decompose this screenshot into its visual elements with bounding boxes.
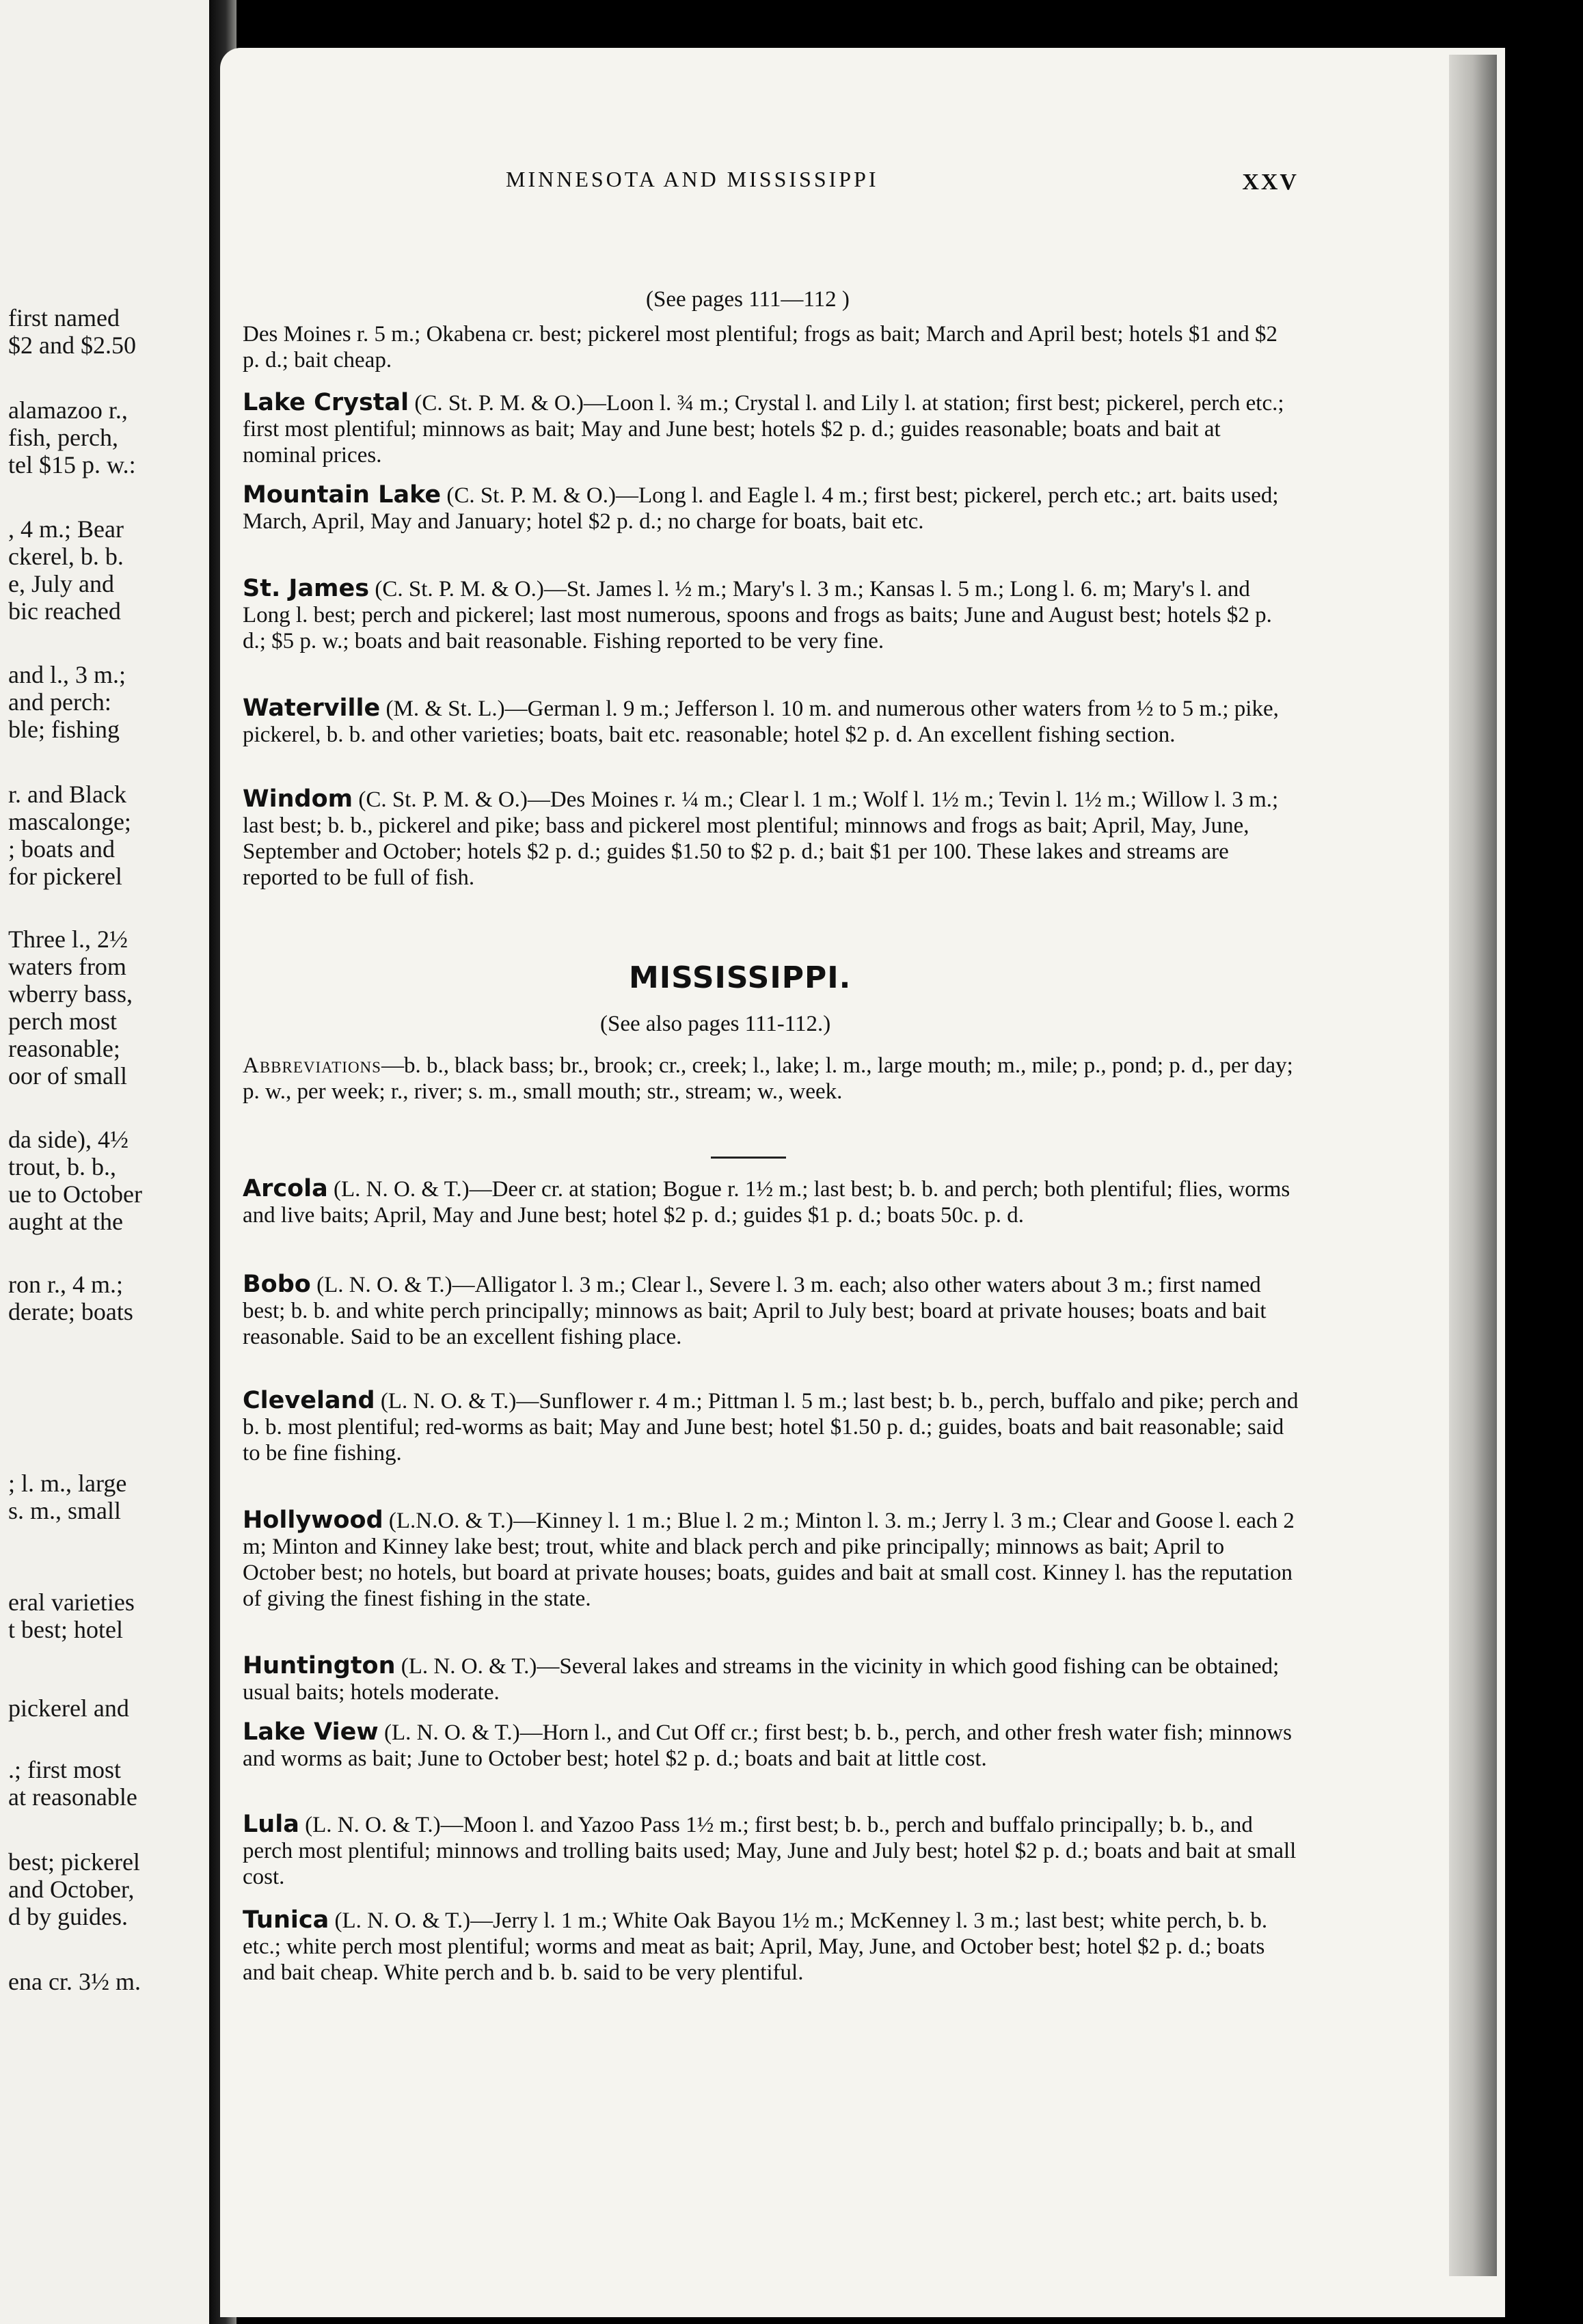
entry-hollywood	[243, 1507, 1299, 1612]
left-fragment: for pickerel	[8, 863, 122, 890]
left-fragment: eral varieties	[8, 1589, 135, 1616]
left-fragment: s. m., small	[8, 1497, 122, 1524]
left-fragment: first named	[8, 304, 120, 332]
left-fragment: e, July and	[8, 570, 114, 597]
entry-arcola	[243, 1176, 1299, 1228]
left-fragment: fish, perch,	[8, 424, 118, 451]
entry-text: (C. St. P. M. & O.)—Des Moines r. ¼ m.; Clear l. 1 m.; Wolf l. 1½ m.; Tevin l. 1½ m.; Willow l. 3 m.; last best; b. b., pickerel and pike; bass and pickerel most plentiful; minnows and frogs as bait; April, May, June, September and October; hotels $2 p. d.; guides $1.50 to $2 p. d.; bait $1 per 100. These lakes and streams are reported to be full of fish.	[243, 787, 1279, 890]
entry-name: Lula	[243, 1811, 299, 1838]
entry-text: (L. N. O. & T.)—Horn l., and Cut Off cr.; first best; b. b., perch, and other fresh water fish; minnows and worms as bait; June to October best; hotel $2 p. d.; boats and bait at little cost.	[243, 1720, 1292, 1771]
entry-text: (L. N. O. & T.)—Moon l. and Yazoo Pass 1½ m.; first best; b. b., perch and buffalo principally; b. b., and perch most plentiful; minnows and trolling baits used; May, June and July best; hotel $2 p. d.; boats and bait at small cost.	[243, 1813, 1297, 1889]
entry-tunica	[243, 1907, 1299, 1986]
entry-text: (L. N. O. & T.)—Deer cr. at station; Bogue r. 1½ m.; last best; b. b. and perch; both plentiful; flies, worms and live baits; April, May and June best; hotel $2 p. d.; guides $1 p. d.; boats 50c. p. d.	[243, 1177, 1290, 1228]
left-fragment: tel $15 p. w.:	[8, 451, 136, 478]
entry-name: Lake View	[243, 1718, 379, 1746]
see-pages-note: (See also pages 111-112.)	[600, 1012, 831, 1036]
entry-text: (L.N.O. & T.)—Kinney l. 1 m.; Blue l. 2 m.; Minton l. 3. m.; Jerry l. 3 m.; Clear and Goose l. each 2 m; Minton and Kinney lake best; trout, white and black perch and pike principally; minnows as bait; April to October best; no hotels, but board at private houses; boats, guides and bait at small cost. Kinney l. has the reputation of giving the finest fishing in the state.	[243, 1509, 1295, 1611]
left-fragment: trout, b. b.,	[8, 1153, 116, 1180]
entry-text: (M. & St. L.)—German l. 9 m.; Jefferson l. 10 m. and numerous other waters from ½ to 5 m.; pike, pickerel, b. b. and other varieties; boats, bait etc. reasonable; hotel $2 p. d. An excellent fishing section.	[243, 697, 1279, 747]
entry-huntington	[243, 1653, 1299, 1705]
see-pages-note: (See pages 111—112 )	[646, 287, 850, 312]
left-fragment: ; boats and	[8, 835, 115, 863]
entry-name: Tunica	[243, 1906, 329, 1934]
abbreviations-label: Abbreviations	[243, 1053, 381, 1078]
entry-name: Cleveland	[243, 1387, 375, 1414]
left-fragment: reasonable;	[8, 1035, 120, 1062]
entry-name: Hollywood	[243, 1506, 383, 1534]
left-fragment: d by guides.	[8, 1903, 128, 1930]
left-fragment: mascalonge;	[8, 808, 131, 835]
left-fragment: ble; fishing	[8, 716, 120, 743]
entry-lake-crystal	[243, 390, 1299, 468]
left-fragment: oor of small	[8, 1062, 127, 1090]
entry-text: (C. St. P. M. & O.)—Long l. and Eagle l. 4 m.; first best; pickerel, perch etc.; art. baits used; March, April, May and January; hotel $2 p. d.; no charge for boats, bait etc.	[243, 483, 1279, 534]
left-fragment: at reasonable	[8, 1783, 137, 1811]
entry-name: Lake Crystal	[243, 389, 409, 416]
entry-name: Arcola	[243, 1175, 328, 1202]
left-fragment: aught at the	[8, 1208, 123, 1235]
entry-name: Windom	[243, 785, 353, 813]
entry-st-james	[243, 576, 1299, 654]
entry-name: Mountain Lake	[243, 481, 442, 509]
page-number: XXV	[1242, 170, 1299, 195]
entry-windom	[243, 786, 1299, 891]
left-fragment: Three l., 2½	[8, 925, 128, 953]
left-fragment: ckerel, b. b.	[8, 543, 124, 570]
left-fragment: alamazoo r.,	[8, 396, 128, 424]
entry-mountain-lake	[243, 482, 1299, 535]
entry-continuation: Des Moines r. 5 m.; Okabena cr. best; pickerel most plentiful; frogs as bait; March and April best; hotels $1 and $2 p. d.; bait cheap.	[243, 322, 1278, 373]
left-fragment: and l., 3 m.;	[8, 661, 126, 688]
left-fragment: , 4 m.; Bear	[8, 515, 124, 543]
left-fragment: derate; boats	[8, 1298, 133, 1325]
entry-text: (L. N. O. & T.)—Jerry l. 1 m.; White Oak Bayou 1½ m.; McKenney l. 3 m.; last best; white perch, b. b. etc.; white perch most plentiful; worms and meat as bait; April, May, June, and October best; hotel $2 p. d.; boats and bait cheap. White perch and b. b. said to be very plentiful.	[243, 1908, 1268, 1985]
page-edge	[1449, 55, 1497, 2276]
running-head-title: MINNESOTA AND MISSISSIPPI	[506, 167, 879, 191]
left-fragment: best; pickerel	[8, 1848, 140, 1876]
entry-lake-view	[243, 1719, 1299, 1772]
left-fragment: bic reached	[8, 597, 121, 625]
left-fragment: r. and Black	[8, 781, 126, 808]
left-fragment: ; l. m., large	[8, 1470, 127, 1497]
left-fragment: ue to October	[8, 1180, 142, 1208]
left-fragment: ena cr. 3½ m.	[8, 1968, 141, 1995]
left-fragment: waters from	[8, 953, 126, 980]
entry-lula	[243, 1811, 1299, 1890]
left-fragment: $2 and $2.50	[8, 332, 136, 359]
entry-cleveland	[243, 1388, 1299, 1466]
entry-text: (C. St. P. M. & O.)—Loon l. ¾ m.; Crystal l. and Lily l. at station; first best; pickerel, perch etc.; first most plentiful; minnows as bait; May and June best; hotels $2 p. d.; guides reasonable; boats and bait at nominal prices.	[243, 391, 1284, 468]
left-fragment: .; first most	[8, 1756, 122, 1783]
entry-name: Waterville	[243, 694, 381, 722]
entry-text: (C. St. P. M. & O.)—St. James l. ½ m.; Mary's l. 3 m.; Kansas l. 5 m.; Long l. 6. m; Mary's l. and Long l. best; perch and pickerel; last most numerous, spoons and frogs as baits; June and August best; hotels $2 p. d.; $5 p. w.; boats and bait reasonable. Fishing reported to be very fine.	[243, 577, 1272, 653]
abbreviations-text: —b. b., black bass; br., brook; cr., creek; l., lake; l. m., large mouth; m., mile; p., pond; p. d., per day; p. w., per week; r., river; s. m., small mouth; str., stream; w., week.	[243, 1053, 1293, 1104]
entry-bobo	[243, 1271, 1299, 1350]
entry-text: (L. N. O. & T.)—Several lakes and streams in the vicinity in which good fishing can be obtained; usual baits; hotels moderate.	[243, 1654, 1280, 1705]
left-fragment: wberry bass,	[8, 980, 133, 1008]
left-fragment: and perch:	[8, 688, 111, 716]
left-fragment: ron r., 4 m.;	[8, 1271, 123, 1298]
entry-name: Bobo	[243, 1271, 311, 1298]
entry-text: (L. N. O. & T.)—Sunflower r. 4 m.; Pittman l. 5 m.; last best; b. b., perch, buffalo and pike; perch and b. b. most plentiful; red-worms as bait; May and June best; hotel $1.50 p. d.; guides, boats and bait reasonable; said to be fine fishing.	[243, 1389, 1299, 1465]
entry-name: St. James	[243, 575, 370, 602]
left-fragment: pickerel and	[8, 1694, 129, 1722]
entry-name: Huntington	[243, 1652, 396, 1679]
left-fragment: perch most	[8, 1008, 117, 1035]
entry-waterville	[243, 695, 1299, 748]
entry-text: (L. N. O. & T.)—Alligator l. 3 m.; Clear l., Severe l. 3 m. each; also other waters about 3 m.; first named best; b. b. and white perch principally; minnows as bait; April to July best; board at private houses; boats and bait reasonable. Said to be an excellent fishing place.	[243, 1273, 1267, 1349]
left-page	[0, 0, 209, 2324]
section-heading-mississippi: MISSISSIPPI.	[629, 960, 852, 995]
left-fragment: and October,	[8, 1876, 135, 1903]
left-fragment: t best; hotel	[8, 1616, 123, 1643]
divider-rule	[711, 1157, 786, 1159]
left-fragment: da side), 4½	[8, 1126, 128, 1153]
abbreviations	[243, 1053, 1299, 1105]
